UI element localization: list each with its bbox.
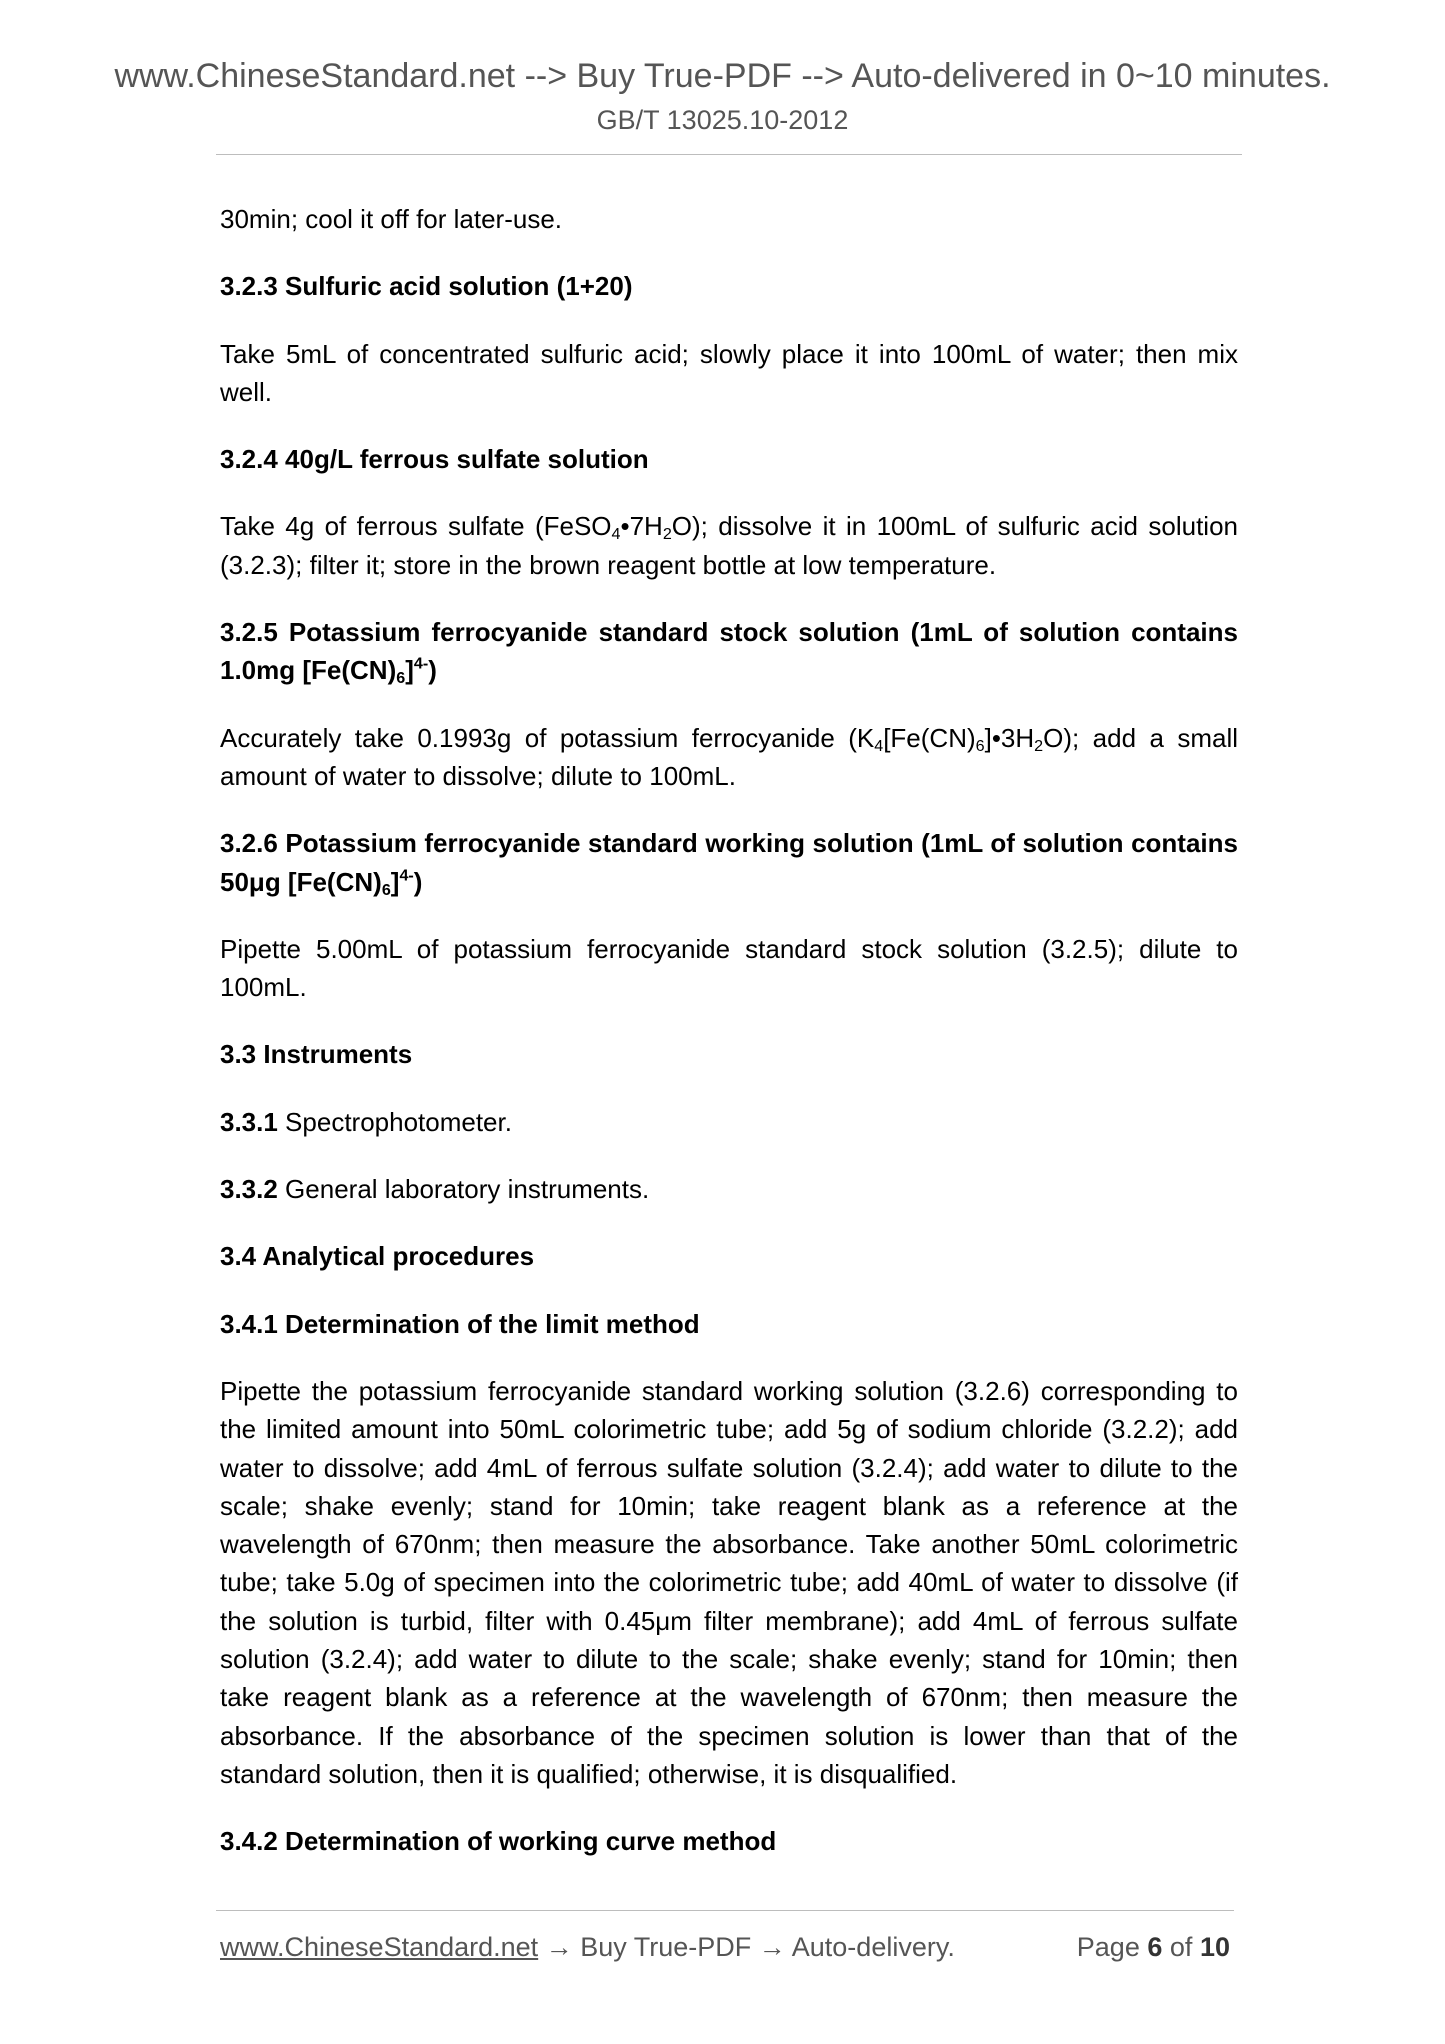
auto-delivery-text: Auto-delivery. (791, 1932, 955, 1962)
section-3-2-5-text: Accurately take 0.1993g of potassium ferrocyanide $(K_4[Fe(CN)_6]•3H_2O)$; add a small amount of water to dissolve; dilute to 100mL. (220, 722, 1238, 791)
section-3-4-1-text: Pipette the potassium ferrocyanide standard working solution (3.2.6) corresponding to the limited amount into 50mL colorimetric tube; add 5g of sodium chloride (3.2.2); add water to dissolve; add 4mL of ferrous sulfate solution (3.2.4); add water to dilute to the scale; shake evenly; stand for 10min; take reagent blank as a reference at the wavelength of 670nm; then measure the absorbance. Take another 50mL colorimetric tube; take 5.0g of specimen into the colorimetric tube; add 40mL of water to dissolve (if the solution is turbid, filter with 0.45μm filter membrane); add 4mL of ferrous sulfate solution (3.2.4); add water to dilute to the scale; shake evenly; stand for 10min; then take reagent blank as a reference at the wavelength of 670nm; then measure the absorbance. If the absorbance of the specimen solution is lower than that of the standard solution, then it is qualified; otherwise, it is disqualified. (220, 1375, 1238, 1789)
section-3-2-6-heading: 3.2.6 Potassium ferrocyanide standard working solution (1mL of solution contains 50μg $[Fe(CN)_6]^{4-}$) (220, 828, 1238, 899)
section-3-4-1-heading: 3.4.1 Determination of the limit method (220, 1308, 700, 1339)
section-3-2-6-text: Pipette 5.00mL of potassium ferrocyanide standard stock solution (3.2.5); dilute to 100mL. (220, 933, 1238, 1003)
footer-divider (216, 1910, 1234, 1911)
section-3-4-2-heading: 3.4.2 Determination of working curve method (220, 1826, 777, 1857)
section-3-2-4-text: Take 4g of ferrous sulfate $(FeSO_4•7H_2O)$; dissolve it in 100mL of sulfuric acid solution (3.2.3); filter it; store in the brown reagent bottle at low temperature. (220, 511, 1238, 580)
footer-promo (220, 1930, 955, 1964)
paragraph-continued: 30min; cool it off for later-use. (220, 204, 563, 234)
header-banner: www.ChineseStandard.net --> Buy True-PDF --> Auto-delivered in 0~10 minutes. (114, 57, 1331, 95)
standard-code: GB/T 13025.10-2012 (596, 105, 849, 135)
section-3-2-5-heading: 3.2.5 Potassium ferrocyanide standard stock solution (1mL of solution contains 1.0mg $[Fe(CN)_6]^{4-}$) (220, 617, 1238, 688)
arrow-right-icon: → (751, 1932, 792, 1962)
site-link[interactable]: www.ChineseStandard.net (220, 1932, 539, 1962)
section-3-4-heading: 3.4 Analytical procedures (220, 1241, 535, 1272)
section-3-3-heading: 3.3 Instruments (220, 1039, 413, 1070)
header-divider (216, 154, 1242, 155)
arrow-right-icon: → (538, 1932, 581, 1962)
buy-pdf-text: Buy True-PDF (580, 1932, 752, 1962)
instrument-item: 3.3.1 Spectrophotometer. (220, 1106, 512, 1137)
page-number: Page 6 of 10 (1076, 1932, 1230, 1962)
section-3-2-4-heading: 3.2.4 40g/L ferrous sulfate solution (220, 444, 649, 475)
section-3-2-3-heading: 3.2.3 Sulfuric acid solution (1+20) (220, 271, 633, 302)
document-body (220, 200, 1238, 1890)
instrument-item: 3.3.2 General laboratory instruments. (220, 1174, 650, 1205)
section-3-2-3-text: Take 5mL of concentrated sulfuric acid; slowly place it into 100mL of water; then mix well. (220, 338, 1238, 407)
